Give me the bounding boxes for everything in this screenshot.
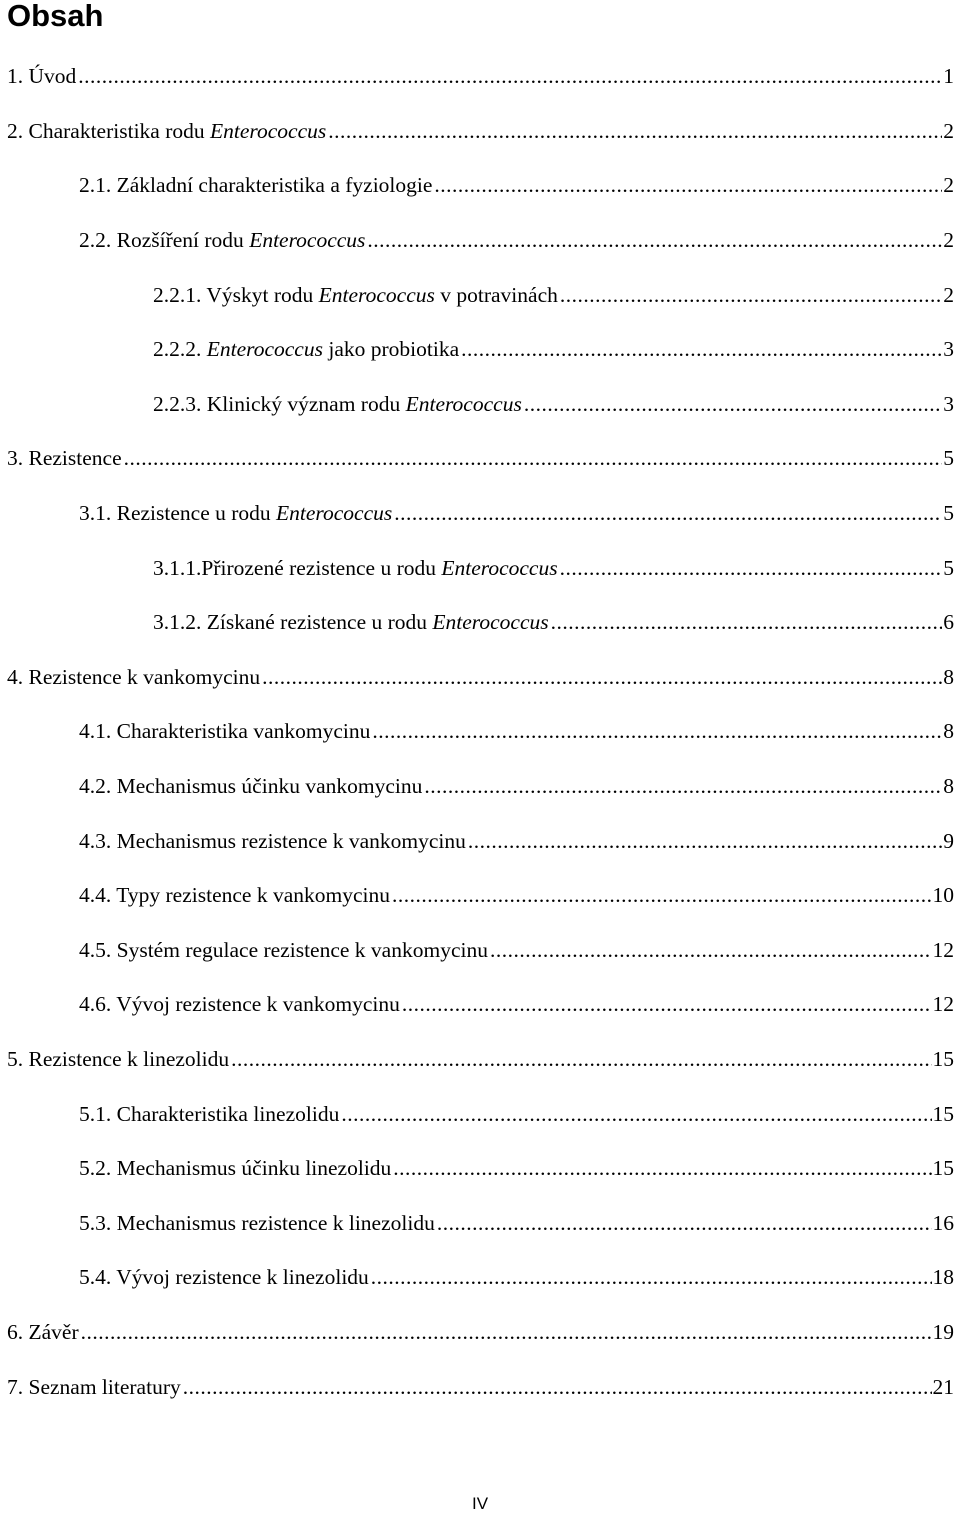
toc-entry-text: Vývoj rezistence k linezolidu xyxy=(116,1265,369,1290)
toc-entry[interactable] xyxy=(0,1250,960,1305)
toc-entry[interactable] xyxy=(0,595,960,650)
toc-dot-leader xyxy=(372,717,942,745)
toc-page-number: 6 xyxy=(943,610,954,635)
toc-entry-text: Typy rezistence k vankomycinu xyxy=(116,883,390,908)
toc-entry[interactable] xyxy=(0,486,960,541)
toc-page-number: 16 xyxy=(932,1210,954,1235)
toc-page-number: 15 xyxy=(932,1156,954,1181)
toc-entry[interactable] xyxy=(0,540,960,595)
toc-dot-leader xyxy=(341,1100,931,1128)
toc-entry[interactable] xyxy=(0,158,960,213)
toc-entry-text: Mechanismus účinku linezolidu xyxy=(116,1156,392,1181)
toc-entry-number: 4.6. xyxy=(79,992,112,1017)
toc-page-number: 8 xyxy=(943,719,954,744)
toc-entry-title xyxy=(79,881,391,909)
toc-entry-text: v potravinách xyxy=(434,282,558,307)
toc-entry-number: 7. xyxy=(7,1374,24,1399)
toc-entry-text: Vývoj rezistence k vankomycinu xyxy=(116,992,400,1017)
toc-entry-text: Závěr xyxy=(28,1319,79,1344)
toc-page-number: 3 xyxy=(943,391,954,416)
toc-entry-number: 2. xyxy=(7,118,24,143)
toc-entry[interactable] xyxy=(0,1305,960,1360)
toc-entry-text: Rezistence xyxy=(28,446,122,471)
toc-dot-leader xyxy=(490,936,932,964)
toc-page-number: 5 xyxy=(943,446,954,471)
toc-entry[interactable] xyxy=(0,1086,960,1141)
toc-entry-text: Charakteristika vankomycinu xyxy=(116,719,371,744)
page-number: IV xyxy=(471,1494,489,1513)
toc-entry[interactable] xyxy=(0,49,960,104)
toc-entry-number: 5. xyxy=(7,1046,24,1071)
toc-dot-leader xyxy=(468,827,942,855)
toc-entry-title xyxy=(7,1318,80,1346)
toc-entry-title xyxy=(79,499,393,527)
toc-page-number: 2 xyxy=(943,228,954,253)
toc-entry-number: 2.2. xyxy=(79,228,112,253)
toc-entry-number: 3.1.2. xyxy=(153,610,202,635)
toc-page-number: 10 xyxy=(932,883,954,908)
toc-entry[interactable] xyxy=(0,213,960,268)
toc-entry-title xyxy=(79,1154,392,1182)
toc-dot-leader xyxy=(560,281,942,309)
toc-dot-leader xyxy=(437,1209,932,1237)
toc-entry-title xyxy=(153,390,523,418)
toc-entry-title xyxy=(153,554,559,582)
toc-entry[interactable] xyxy=(0,759,960,814)
toc-entry-text: Rozšíření rodu xyxy=(116,228,250,253)
toc-dot-leader xyxy=(124,444,943,472)
toc-entry[interactable] xyxy=(0,431,960,486)
toc-dot-leader xyxy=(78,62,942,90)
toc-entry-title xyxy=(7,1045,230,1073)
toc-entry-number: 2.2.1. xyxy=(153,282,202,307)
toc-page-number: 12 xyxy=(932,937,954,962)
toc-dot-leader xyxy=(551,608,943,636)
toc-entry-number: 1. xyxy=(7,64,24,89)
toc-entry-number: 5.3. xyxy=(79,1210,112,1235)
toc-entry-title xyxy=(7,444,123,472)
toc-entry-text: Mechanismus rezistence k linezolidu xyxy=(116,1210,435,1235)
toc-dot-leader xyxy=(262,663,942,691)
toc-entry-text: Rezistence k vankomycinu xyxy=(28,664,261,689)
toc-entry-title xyxy=(7,1373,182,1401)
toc-entry[interactable] xyxy=(0,923,960,978)
toc-entry-text: Výskyt rodu xyxy=(206,282,319,307)
toc-entry-number: 3.1. xyxy=(79,501,112,526)
toc-entry[interactable] xyxy=(0,377,960,432)
toc-dot-leader xyxy=(371,1263,932,1291)
toc-entry[interactable] xyxy=(0,1141,960,1196)
toc-entry-title xyxy=(79,1209,436,1237)
toc-entry-number: 6. xyxy=(7,1319,24,1344)
toc-page-number: 15 xyxy=(932,1101,954,1126)
toc-page-number: 1 xyxy=(943,64,954,89)
toc-page-number: 2 xyxy=(943,118,954,143)
toc-entry[interactable] xyxy=(0,1195,960,1250)
toc-entry-text: Získané rezistence u rodu xyxy=(206,610,433,635)
toc-entry-title xyxy=(79,772,423,800)
toc-entry-number: 2.2.2. xyxy=(153,337,202,362)
page-title: Obsah xyxy=(7,0,104,33)
toc-entry-title xyxy=(79,1100,340,1128)
toc-entry-title xyxy=(7,117,327,145)
toc-entry-title xyxy=(79,936,489,964)
toc-entry-title xyxy=(153,608,550,636)
toc-dot-leader xyxy=(81,1318,932,1346)
toc-entry-number: 4.1. xyxy=(79,719,112,744)
toc-page-number: 18 xyxy=(932,1265,954,1290)
toc-entry-text: jako probiotika xyxy=(322,337,460,362)
toc-dot-leader xyxy=(394,499,942,527)
toc-dot-leader xyxy=(183,1373,932,1401)
toc-entry-text: Rezistence k linezolidu xyxy=(28,1046,230,1071)
toc-entry-text: Seznam literatury xyxy=(28,1374,181,1399)
toc-entry-title xyxy=(79,827,467,855)
toc-entry-text: Enterococcus xyxy=(276,501,393,526)
toc-entry-text: Enterococcus xyxy=(318,282,435,307)
toc-dot-leader xyxy=(231,1045,931,1073)
toc-dot-leader xyxy=(402,990,932,1018)
toc-dot-leader xyxy=(560,554,943,582)
toc-entry-number: 5.4. xyxy=(79,1265,112,1290)
toc-entry-number: 3. xyxy=(7,446,24,471)
toc-entry-number: 5.1. xyxy=(79,1101,112,1126)
toc-entry-title xyxy=(7,663,261,691)
toc-entry-text: Charakteristika rodu xyxy=(28,118,211,143)
toc-entry-title xyxy=(79,171,433,199)
toc-dot-leader xyxy=(392,881,932,909)
toc-entry[interactable] xyxy=(0,868,960,923)
toc-entry-text: Enterococcus xyxy=(249,228,366,253)
toc-entry-number: 4.3. xyxy=(79,828,112,853)
toc-entry-title xyxy=(153,281,559,309)
toc-entry-text: Mechanismus účinku vankomycinu xyxy=(116,774,423,799)
toc-entry-text: Systém regulace rezistence k vankomycinu xyxy=(116,937,488,962)
toc-entry-text: Základní charakteristika a fyziologie xyxy=(116,173,433,198)
toc-page-number: 5 xyxy=(943,555,954,580)
toc-entry-text: Rezistence u rodu xyxy=(116,501,277,526)
toc-entry-title xyxy=(153,335,460,363)
toc-dot-leader xyxy=(393,1154,931,1182)
toc-entry-title xyxy=(79,226,366,254)
toc-entry[interactable] xyxy=(0,650,960,705)
toc-entry-title xyxy=(79,1263,370,1291)
toc-dot-leader xyxy=(524,390,942,418)
toc-dot-leader xyxy=(424,772,942,800)
toc-entry-number: 5.2. xyxy=(79,1156,112,1181)
toc-page-number: 9 xyxy=(943,828,954,853)
toc-entry-number: 4.2. xyxy=(79,774,112,799)
toc-entry-title xyxy=(79,990,401,1018)
table-of-contents xyxy=(0,49,960,1414)
toc-page-number: 8 xyxy=(943,774,954,799)
toc-page-number: 2 xyxy=(943,173,954,198)
toc-dot-leader xyxy=(434,171,942,199)
toc-page-number: 21 xyxy=(932,1374,954,1399)
toc-entry-number: 3.1.1. xyxy=(153,555,202,580)
toc-entry[interactable] xyxy=(0,813,960,868)
toc-entry-text: Enterococcus xyxy=(206,337,323,362)
toc-entry-number: 4. xyxy=(7,664,24,689)
toc-entry[interactable] xyxy=(0,1359,960,1414)
toc-entry-text: Enterococcus xyxy=(441,555,558,580)
toc-page-number: 8 xyxy=(943,664,954,689)
toc-entry-text: Enterococcus xyxy=(405,391,522,416)
toc-page-number: 12 xyxy=(932,992,954,1017)
toc-page-number: 5 xyxy=(943,501,954,526)
toc-entry[interactable] xyxy=(0,977,960,1032)
toc-entry-title xyxy=(79,717,371,745)
toc-entry-text: Enterococcus xyxy=(432,610,549,635)
toc-page-number: 19 xyxy=(932,1319,954,1344)
toc-entry[interactable] xyxy=(0,704,960,759)
toc-entry-text: Enterococcus xyxy=(210,118,327,143)
toc-page-number: 3 xyxy=(943,337,954,362)
toc-entry-number: 2.1. xyxy=(79,173,112,198)
toc-entry-number: 4.5. xyxy=(79,937,112,962)
toc-entry-text: Mechanismus rezistence k vankomycinu xyxy=(116,828,466,853)
toc-entry-text: Klinický význam rodu xyxy=(206,391,406,416)
toc-dot-leader xyxy=(367,226,942,254)
toc-entry-text: Přirozené rezistence u rodu xyxy=(201,555,442,580)
toc-entry-title xyxy=(7,62,77,90)
toc-page-number: 15 xyxy=(932,1046,954,1071)
toc-page-number: 2 xyxy=(943,282,954,307)
toc-entry[interactable] xyxy=(0,104,960,159)
toc-entry[interactable] xyxy=(0,322,960,377)
toc-entry-text: Charakteristika linezolidu xyxy=(116,1101,340,1126)
toc-entry-number: 2.2.3. xyxy=(153,391,202,416)
toc-entry-text: Úvod xyxy=(28,64,77,89)
toc-entry[interactable] xyxy=(0,267,960,322)
toc-entry[interactable] xyxy=(0,1032,960,1087)
toc-dot-leader xyxy=(461,335,942,363)
toc-dot-leader xyxy=(328,117,942,145)
toc-entry-number: 4.4. xyxy=(79,883,112,908)
